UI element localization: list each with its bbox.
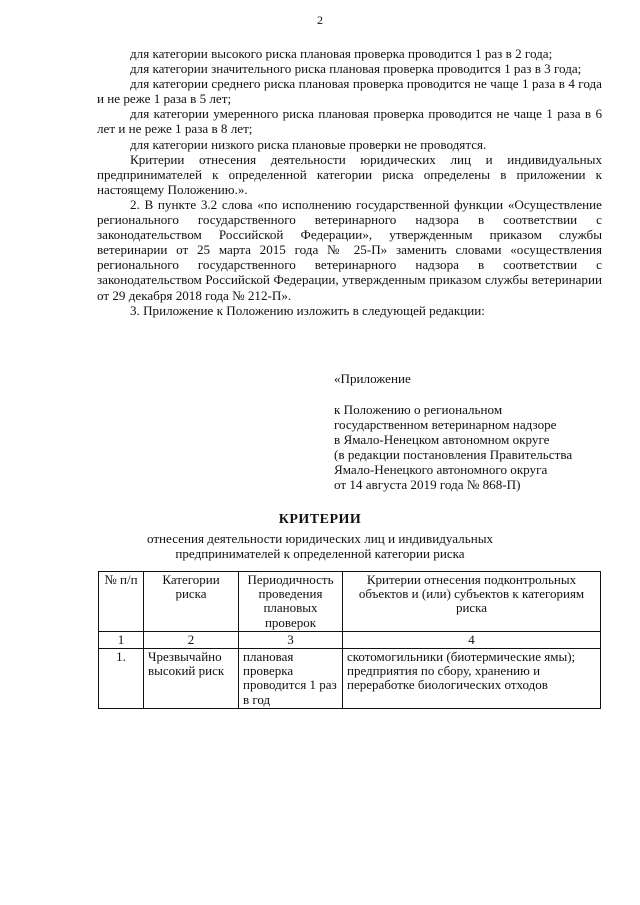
appendix-line: к Положению о региональном <box>334 402 503 417</box>
header-period: Периодичность проведения плановых проверок <box>239 572 343 632</box>
page-number: 2 <box>317 13 323 27</box>
appendix-label: «Приложение <box>334 371 411 386</box>
paragraph-criteria-note: Критерии отнесения деятельности юридических лиц и индивидуальных предпринимателей к определенной категории риска определены в приложении к настоящему Положению.». <box>97 151 602 197</box>
index-cell: 1 <box>99 631 144 648</box>
header-category: Категории риска <box>144 572 239 632</box>
table-index-row <box>99 631 601 648</box>
paragraph-medium-risk: для категории среднего риска плановая проверка проводится не чаще 1 раза в 4 года и не реже 1 раза в 5 лет; <box>97 76 602 107</box>
paragraph-high-risk: для категории высокого риска плановая проверка проводится 1 раз в 2 года; <box>130 46 553 61</box>
criteria-subtitle <box>0 531 640 561</box>
row-num: 1. <box>99 649 144 709</box>
appendix-reference <box>334 402 624 493</box>
row-period: плановая проверка проводится 1 раз в год <box>239 649 343 709</box>
appendix-line: в Ямало-Ненецком автономном округе <box>334 432 550 448</box>
criteria-item: скотомогильники (биотермические ямы); <box>347 649 576 665</box>
criteria-subtitle-line: отнесения деятельности юридических лиц и индивидуальных <box>146 531 494 546</box>
paragraph-item-2: 2. В пункте 3.2 слова «по исполнению государственной функции «Осуществление регионального государственного ветеринарного надзора в соответствии с законодательством Российской Федерации», утвержденным приказом службы ветеринарии от 25 марта 2015 года № 25-П» заменить словами «осуществления регионального государственного ветеринарного надзора в соответствии с законодательством Российской Федерации, утвержденным приказом службы ветеринарии от 29 декабря 2018 года № 212-П». <box>97 196 602 303</box>
body-text <box>97 46 602 318</box>
paragraph-moderate-risk: для категории умеренного риска плановая проверка проводится не чаще 1 раза в 6 лет и не реже 1 раза в 8 лет; <box>97 106 602 137</box>
criteria-title: КРИТЕРИИ <box>278 512 362 527</box>
table-header-row <box>99 572 601 632</box>
header-criteria: Критерии отнесения подконтрольных объектов и (или) субъектов к категориям риска <box>343 572 601 632</box>
index-cell: 3 <box>239 631 343 648</box>
appendix-line: (в редакции постановления Правительства <box>334 447 573 463</box>
criteria-table <box>98 571 601 709</box>
criteria-subtitle-line: предпринимателей к определенной категории риска <box>175 546 465 562</box>
row-category: Чрезвычайно высокий риск <box>144 649 239 709</box>
paragraph-significant-risk: для категории значительного риска плановая проверка проводится 1 раз в 3 года; <box>130 61 582 77</box>
appendix-line: от 14 августа 2019 года № 868-П) <box>334 477 521 493</box>
appendix-line: государственном ветеринарном надзоре <box>334 417 557 433</box>
paragraph-low-risk: для категории низкого риска плановые проверки не проводятся. <box>130 136 487 152</box>
paragraph-item-3: 3. Приложение к Положению изложить в следующей редакции: <box>130 302 485 318</box>
index-cell: 2 <box>144 631 239 648</box>
header-num: № п/п <box>99 572 144 632</box>
appendix-line: Ямало-Ненецкого автономного округа <box>334 462 548 478</box>
table-row <box>99 649 601 709</box>
row-criteria <box>343 649 601 709</box>
index-cell: 4 <box>343 631 601 648</box>
criteria-item: предприятия по сбору, хранению и переработке биологических отходов <box>347 663 548 693</box>
